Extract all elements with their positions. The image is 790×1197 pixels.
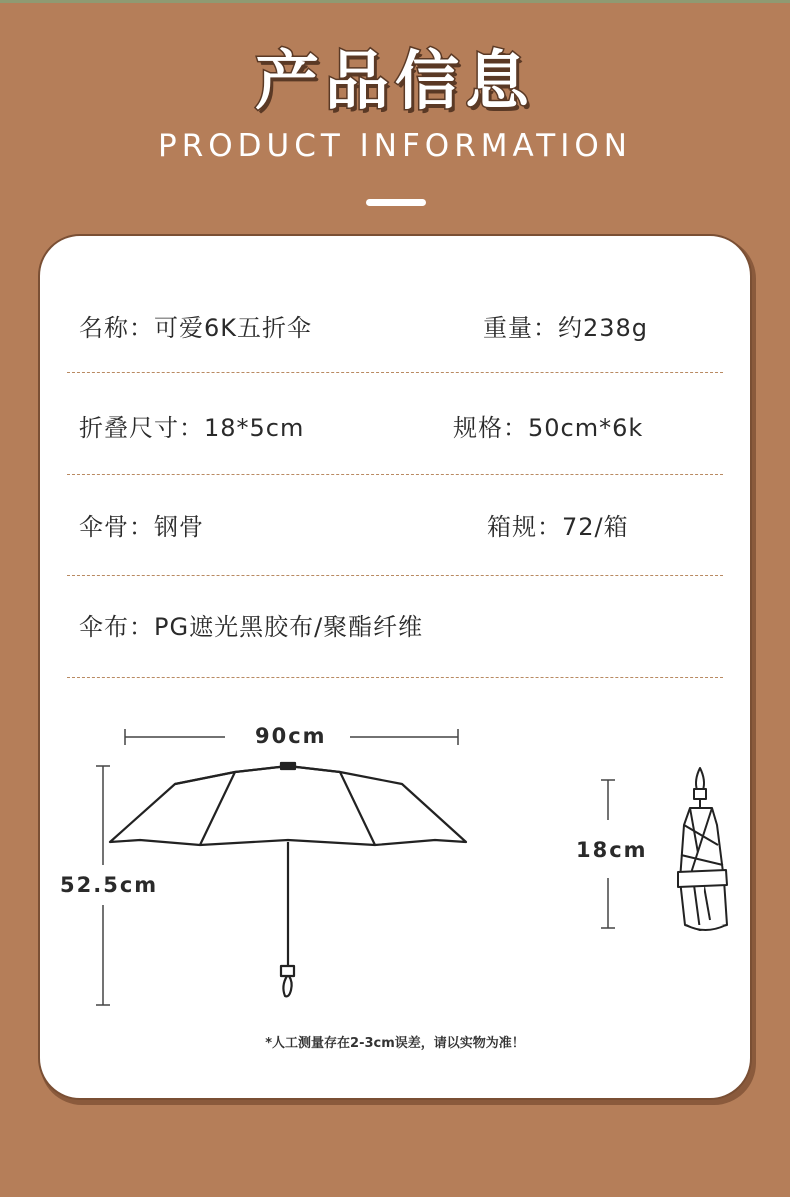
page-title: 产品信息 (255, 45, 535, 119)
spec-folded-size: 折叠尺寸：18*5cm (79, 414, 305, 442)
folded-length-label: 18cm (576, 838, 648, 862)
spec-weight: 重量：约238g (483, 314, 649, 342)
open-umbrella-icon (110, 763, 466, 996)
measurement-note: *人工测量存在2-3cm误差，请以实物为准！ (265, 1036, 525, 1051)
spec-carton: 箱规：72/箱 (487, 513, 629, 541)
open-height-label: 52.5cm (60, 873, 159, 897)
page-subtitle: PRODUCT INFORMATION (158, 128, 632, 164)
spec-fabric: 伞布：PG遮光黑胶布/聚酯纤维 (79, 613, 424, 641)
folded-umbrella-icon (678, 768, 727, 930)
spec-frame: 伞骨：钢骨 (79, 513, 204, 541)
open-width-label: 90cm (255, 724, 327, 748)
spec-name: 名称：可爱6K五折伞 (79, 314, 313, 342)
spec-size: 规格：50cm*6k (453, 414, 644, 442)
